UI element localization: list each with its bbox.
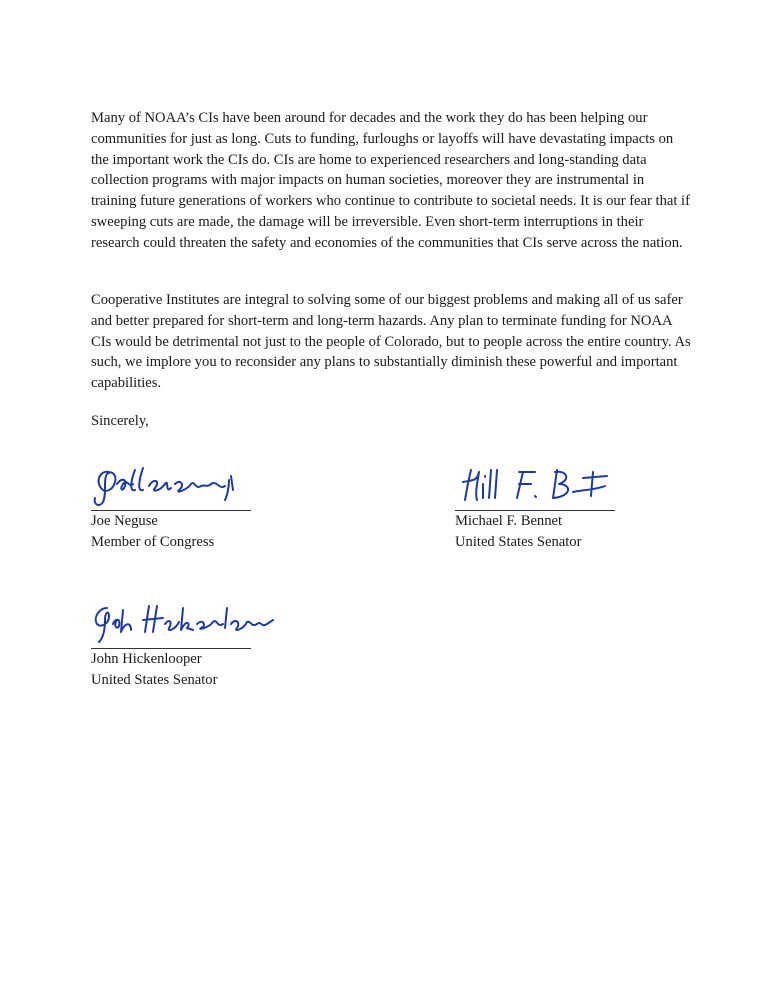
signature-block-hickenlooper <box>91 598 291 691</box>
body-paragraph-2: Cooperative Institutes are integral to solving some of our biggest problems and making all of us safer and better prepared for short-term and long-term hazards. Any plan to terminate funding for NOAA CIs would be detrimental not just to the people of Colorado, but to people across the entire country. As such, we implore you to reconsider any plans to substantially diminish these powerful and important capabilities. <box>91 292 691 392</box>
signature-image-neguse <box>91 460 291 510</box>
signer-name-neguse: Joe Neguse <box>91 513 158 529</box>
signer-title-hickenlooper: United States Senator <box>91 671 218 688</box>
body-paragraph-1: Many of NOAA’s CIs have been around for decades and the work they do has been helping our communities for just as long. Cuts to funding, furloughs or layoffs will have devastating impacts on the important work the CIs do. CIs are home to experienced researchers and long-standing data collection programs with major impacts on human societies, moreover they are instrumental in training future generations of workers who continue to contribute to societal needs. It is our fear that if sweeping cuts are made, the damage will be irreversible. Even short-term interruptions in their research could threaten the safety and economies of the communities that CIs serve across the nation. <box>91 110 690 251</box>
signer-name-hickenlooper: John Hickenlooper <box>91 651 202 667</box>
signer-name-bennet: Michael F. Bennet <box>455 513 563 529</box>
signature-block-bennet <box>455 460 655 553</box>
signature-image-bennet <box>455 460 655 510</box>
signer-title-neguse: Member of Congress <box>91 533 215 550</box>
signature-block-neguse <box>91 460 291 553</box>
signer-title-bennet: United States Senator <box>455 533 582 550</box>
closing-salutation: Sincerely, <box>91 413 149 429</box>
signature-image-hickenlooper <box>91 598 291 648</box>
